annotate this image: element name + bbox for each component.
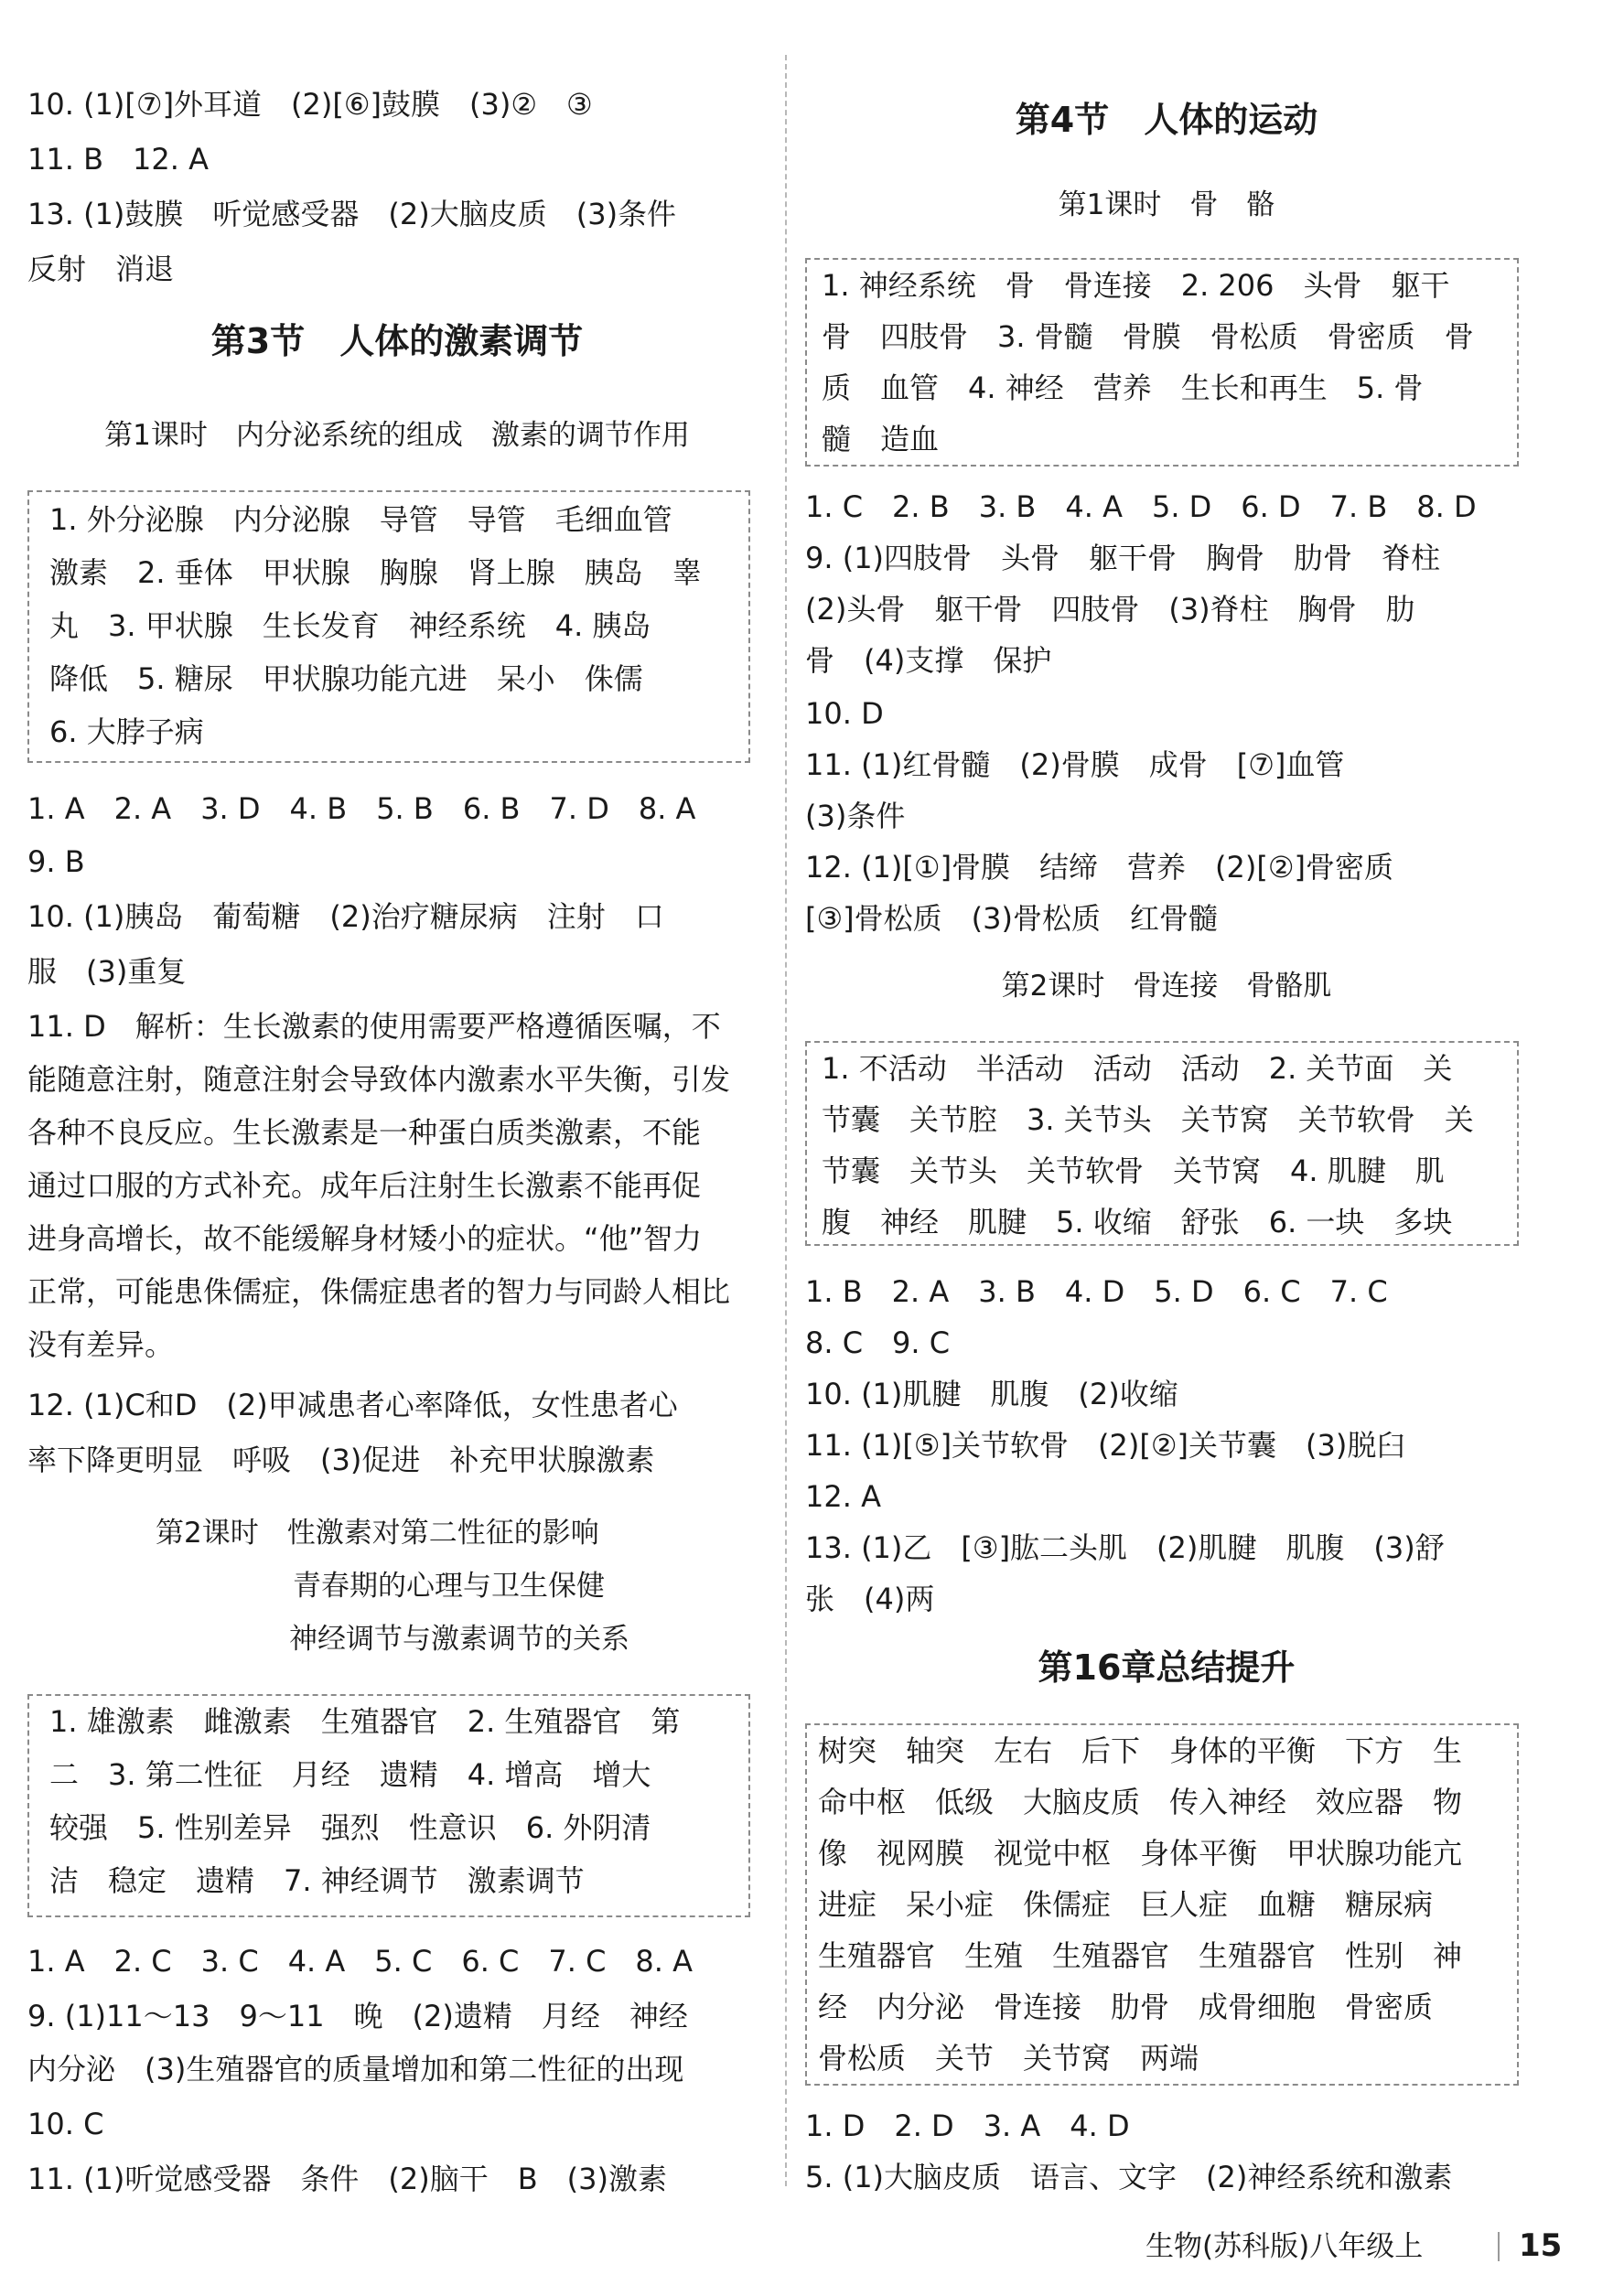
answer-line: 进身高增长，故不能缓解身材矮小的症状。“他”智力: [27, 1221, 703, 1256]
lesson-title: 第1课时 内分泌系统的组成 激素的调节作用: [104, 419, 690, 452]
answer-line: 服 (3)重复: [27, 954, 187, 989]
box-line: 二 3. 第二性征 月经 遗精 4. 增高 增大: [49, 1757, 651, 1792]
box-line: 1. 外分泌腺 内分泌腺 导管 导管 毛细血管: [49, 502, 672, 537]
box-line: 节囊 关节头 关节软骨 关节窝 4. 肌腱 肌: [822, 1153, 1445, 1188]
answer-line: 1. D 2. D 3. A 4. D: [805, 2108, 1130, 2143]
answer-line: 反射 消退: [27, 252, 175, 286]
answer-line: 各种不良反应。生长激素是一种蛋白质类激素，不能: [27, 1115, 702, 1150]
footer-subject: 生物(苏科版)八年级上: [1145, 2230, 1424, 2263]
box-line: 质 血管 4. 神经 营养 生长和再生 5. 骨: [822, 370, 1424, 405]
page-number: 15: [1519, 2227, 1563, 2264]
answer-line: 5. (1)大脑皮质 语言、文字 (2)神经系统和激素: [805, 2160, 1453, 2194]
answer-line: [③]骨松质 (3)骨松质 红骨髓: [805, 901, 1218, 936]
answer-line: 11. (1)[⑤]关节软骨 (2)[②]关节囊 (3)脱臼: [805, 1428, 1406, 1463]
answer-line: 12. A: [805, 1479, 881, 1514]
box-line: 经 内分泌 骨连接 肋骨 成骨细胞 骨密质: [818, 1990, 1434, 2024]
answer-line: 1. C 2. B 3. B 4. A 5. D 6. D 7. B 8. D: [805, 489, 1477, 524]
answer-line: 11. (1)红骨髓 (2)骨膜 成骨 [⑦]血管: [805, 747, 1345, 782]
box-line: 进症 呆小症 侏儒症 巨人症 血糖 糖尿病: [818, 1887, 1434, 1922]
answer-line: 10. C: [27, 2107, 104, 2141]
answer-line: 1. A 2. A 3. D 4. B 5. B 6. B 7. D 8. A: [27, 791, 696, 826]
answer-line: 正常，可能患侏儒症，侏儒症患者的智力与同龄人相比: [27, 1274, 731, 1309]
answer-line: 9. (1)四肢骨 头骨 躯干骨 胸骨 肋骨 脊柱: [805, 541, 1441, 575]
box-line: 激素 2. 垂体 甲状腺 胸腺 肾上腺 胰岛 睾: [49, 555, 702, 590]
answer-line: 10. (1)胰岛 葡萄糖 (2)治疗糖尿病 注射 口: [27, 899, 664, 934]
section-heading: 第4节 人体的运动: [1015, 100, 1318, 140]
column-divider: [785, 55, 787, 2186]
answer-line: 11. D 解析：生长激素的使用需要严格遵循医嘱，不: [27, 1009, 721, 1044]
chapter-summary-heading: 第16章总结提升: [1038, 1647, 1296, 1688]
box-line: 洁 稳定 遗精 7. 神经调节 激素调节: [49, 1863, 585, 1898]
answer-line: 10. (1)[⑦]外耳道 (2)[⑥]鼓膜 (3)② ③: [27, 87, 593, 122]
answer-line: 率下降更明显 呼吸 (3)促进 补充甲状腺激素: [27, 1443, 655, 1477]
box-line: 命中枢 低级 大脑皮质 传入神经 效应器 物: [818, 1785, 1463, 1819]
answer-line: (3)条件: [805, 799, 906, 833]
box-line: 较强 5. 性别差异 强烈 性意识 6. 外阴清: [49, 1810, 651, 1845]
answer-line: 没有差异。: [27, 1327, 175, 1362]
answer-line: 1. B 2. A 3. B 4. D 5. D 6. C 7. C: [805, 1274, 1388, 1309]
answer-line: 11. (1)听觉感受器 条件 (2)脑干 B (3)激素: [27, 2162, 668, 2196]
answer-line: 1. A 2. C 3. C 4. A 5. C 6. C 7. C 8. A: [27, 1944, 694, 1979]
box-line: 1. 不活动 半活动 活动 活动 2. 关节面 关: [822, 1051, 1453, 1086]
box-line: 骨 四肢骨 3. 骨髓 骨膜 骨松质 骨密质 骨: [822, 319, 1474, 354]
box-line: 降低 5. 糖尿 甲状腺功能亢进 呆小 侏儒: [49, 661, 643, 696]
lesson-title: 第1课时 骨 骼: [1058, 188, 1275, 221]
box-line: 骨松质 关节 关节窝 两端: [818, 2041, 1199, 2076]
box-line: 丸 3. 甲状腺 生长发育 神经系统 4. 胰岛: [49, 608, 651, 643]
answer-line: 内分泌 (3)生殖器官的质量增加和第二性征的出现: [27, 2052, 684, 2087]
answer-line: (2)头骨 躯干骨 四肢骨 (3)脊柱 胸骨 肋: [805, 592, 1415, 627]
lesson-title: 神经调节与激素调节的关系: [289, 1623, 629, 1656]
lesson-title: 第2课时 性激素对第二性征的影响: [156, 1517, 599, 1550]
box-line: 6. 大脖子病: [49, 714, 204, 749]
answer-line: 11. B 12. A: [27, 142, 209, 177]
answer-line: 13. (1)鼓膜 听觉感受器 (2)大脑皮质 (3)条件: [27, 197, 677, 231]
answer-line: 9. B: [27, 844, 85, 879]
footer-separator: [1498, 2232, 1500, 2261]
answer-line: 骨 (4)支撑 保护: [805, 643, 1052, 678]
answer-line: 10. (1)肌腱 肌腹 (2)收缩: [805, 1377, 1178, 1411]
answer-line: 能随意注射，随意注射会导致体内激素水平失衡，引发: [27, 1062, 731, 1097]
answer-line: 9. (1)11～13 9～11 晚 (2)遗精 月经 神经: [27, 1999, 688, 2033]
answer-line: 张 (4)两: [805, 1582, 935, 1616]
answer-line: 通过口服的方式补充。成年后注射生长激素不能再促: [27, 1168, 702, 1203]
answer-line: 13. (1)乙 [③]肱二头肌 (2)肌腱 肌腹 (3)舒: [805, 1530, 1445, 1565]
answer-line: 12. (1)[①]骨膜 结缔 营养 (2)[②]骨密质: [805, 850, 1394, 885]
box-line: 树突 轴突 左右 后下 身体的平衡 下方 生: [818, 1733, 1463, 1768]
lesson-title: 青春期的心理与卫生保健: [293, 1570, 605, 1603]
box-line: 髓 造血: [822, 422, 940, 456]
answer-line: 10. D: [805, 696, 884, 731]
lesson-title: 第2课时 骨连接 骨骼肌: [1001, 970, 1332, 1003]
box-line: 生殖器官 生殖 生殖器官 生殖器官 性别 神: [818, 1938, 1463, 1973]
answer-line: 8. C 9. C: [805, 1325, 951, 1360]
box-line: 腹 神经 肌腱 5. 收缩 舒张 6. 一块 多块: [822, 1205, 1453, 1239]
section-heading: 第3节 人体的激素调节: [210, 321, 584, 361]
box-line: 1. 神经系统 骨 骨连接 2. 206 头骨 躯干: [822, 268, 1450, 303]
answer-line: 12. (1)C和D (2)甲减患者心率降低，女性患者心: [27, 1388, 678, 1422]
box-line: 像 视网膜 视觉中枢 身体平衡 甲状腺功能亢: [818, 1836, 1463, 1871]
box-line: 节囊 关节腔 3. 关节头 关节窝 关节软骨 关: [822, 1102, 1474, 1137]
box-line: 1. 雄激素 雌激素 生殖器官 2. 生殖器官 第: [49, 1704, 681, 1739]
